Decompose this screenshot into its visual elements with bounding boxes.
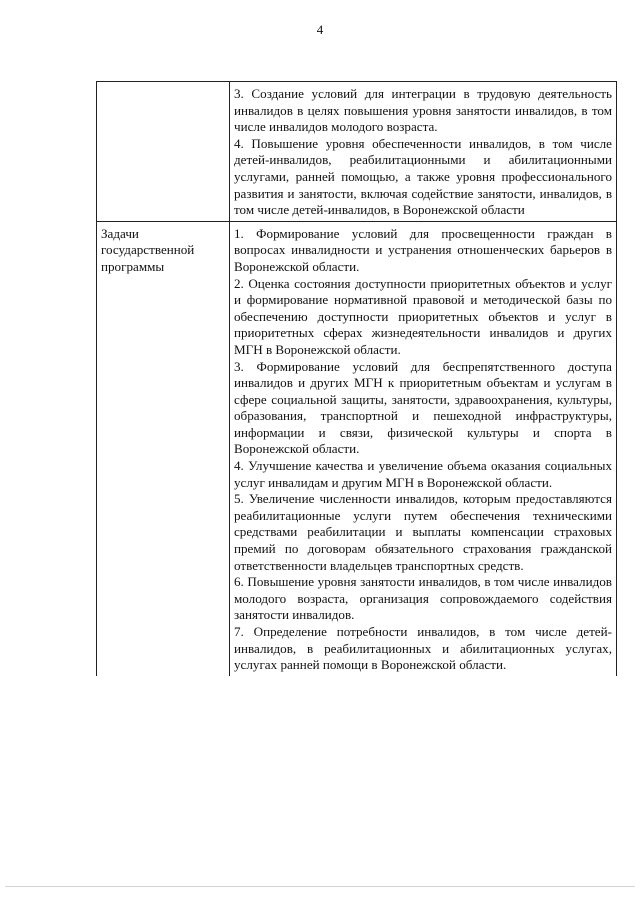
goal-item-4: 4. Повышение уровня обеспеченности инвалидов, в том числе детей-инвалидов, реабилитационными и абилитационными услугами, ранней помощью, а также уровня профессионального развития и занятости, включая содействие занятости, инвалидов, в том числе детей-инвалидов, в Воронежской области — [234, 135, 612, 218]
page-number: 4 — [316, 22, 324, 37]
task-item-2: 2. Оценка состояния доступности приоритетных объектов и услуг и формирование нормативной правовой и методической базы по обеспечению доступности приоритетных объектов и услуг в приоритетных сферах жизнедеятельности инвалидов и других МГН в Воронежской области. — [234, 275, 612, 357]
page-bottom-edge — [5, 886, 635, 887]
goals-content-cell — [230, 82, 617, 222]
task-item-4: 4. Улучшение качества и увеличение объема оказания социальных услуг инвалидам и другим МГН в Воронежской области. — [234, 458, 612, 490]
task-item-3: 3. Формирование условий для беспрепятственного доступа инвалидов и других МГН к приоритетным объектам и услугам в сфере социальной защиты, занятости, здравоохранения, культуры, образования, транспортной и пешеходной инфраструктуры, информации и связи, физической культуры и спорта в Воронежской области. — [234, 358, 612, 457]
program-passport-table — [96, 81, 617, 676]
task-item-5: 5. Увеличение численности инвалидов, которым предоставляются реабилитационные услуги путем обеспечения техническими средствами реабилитации и выплаты компенсации страховых премий по договорам обязательного страхования гражданской ответственности владельцев транспортных средств. — [234, 491, 612, 573]
row-label-cell — [97, 82, 230, 222]
task-item-6: 6. Повышение уровня занятости инвалидов, в том числе инвалидов молодого возраста, организация сопровождаемого содействия занятости инвалидов. — [234, 574, 612, 623]
tasks-label-cell: Задачи государственной программы — [97, 221, 230, 676]
task-item-7: 7. Определение потребности инвалидов, в том числе детей-инвалидов, в реабилитационных и абилитационных услугах, услугах ранней помощи в Воронежской области. — [234, 624, 612, 673]
task-item-1: 1. Формирование условий для просвещенности граждан в вопросах инвалидности и устранения отношенческих барьеров в Воронежской области. — [234, 225, 612, 274]
table-row-tasks — [97, 221, 617, 676]
tasks-content-cell — [230, 221, 617, 676]
goal-item-3: 3. Создание условий для интеграции в трудовую деятельность инвалидов в целях повышения уровня занятости инвалидов, в том числе инвалидов молодого возраста. — [234, 86, 612, 135]
table-row-goals-continued — [97, 82, 617, 222]
